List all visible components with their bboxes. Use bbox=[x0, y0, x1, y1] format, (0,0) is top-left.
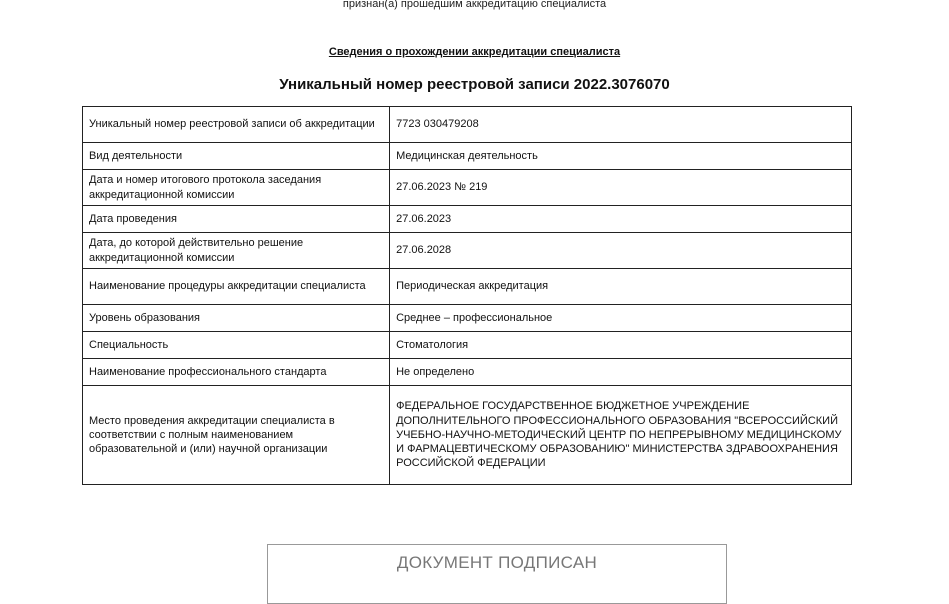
section-heading: Сведения о прохождении аккредитации специалиста bbox=[328, 46, 621, 58]
table-row bbox=[83, 359, 852, 386]
row-value: ФЕДЕРАЛЬНОЕ ГОСУДАРСТВЕННОЕ БЮДЖЕТНОЕ УЧРЕЖДЕНИЕ ДОПОЛНИТЕЛЬНОГО ПРОФЕССИОНАЛЬНОГО ОБРАЗОВАНИЯ "ВСЕРОССИЙСКИЙ УЧЕБНО-НАУЧНО-МЕТОДИЧЕСКИЙ ЦЕНТР ПО НЕПРЕРЫВНОМУ МЕДИЦИНСКОМУ И ФАРМАЦЕВТИЧЕСКОМУ ОБРАЗОВАНИЮ" МИНИСТЕРСТВА ЗДРАВООХРАНЕНИЯ РОССИЙСКОЙ ФЕДЕРАЦИИ bbox=[390, 386, 852, 485]
table-row bbox=[83, 269, 852, 305]
row-label: Вид деятельности bbox=[83, 143, 390, 170]
top-caption: признан(а) прошедшим аккредитацию специалиста bbox=[342, 0, 607, 10]
table-row bbox=[83, 332, 852, 359]
row-label: Специальность bbox=[83, 332, 390, 359]
row-value: 27.06.2023 bbox=[390, 206, 852, 233]
row-value: 27.06.2023 № 219 bbox=[390, 170, 852, 206]
table-row bbox=[83, 206, 852, 233]
row-label: Наименование профессионального стандарта bbox=[83, 359, 390, 386]
row-label: Уровень образования bbox=[83, 305, 390, 332]
stamp-text: ДОКУМЕНТ ПОДПИСАН bbox=[396, 553, 598, 572]
row-value: Не определено bbox=[390, 359, 852, 386]
table-row bbox=[83, 107, 852, 143]
row-value: Периодическая аккредитация bbox=[390, 269, 852, 305]
record-number-title: Уникальный номер реестровой записи 2022.3076070 bbox=[279, 76, 670, 93]
row-value: Медицинская деятельность bbox=[390, 143, 852, 170]
table-row bbox=[83, 170, 852, 206]
signature-stamp bbox=[267, 544, 727, 604]
row-label: Дата проведения bbox=[83, 206, 390, 233]
row-value: Среднее – профессиональное bbox=[390, 305, 852, 332]
accreditation-info-table bbox=[82, 106, 852, 485]
row-label: Место проведения аккредитации специалиста в соответствии с полным наименованием образовательной и (или) научной организации bbox=[83, 386, 390, 485]
table-row bbox=[83, 305, 852, 332]
row-value: 27.06.2028 bbox=[390, 233, 852, 269]
row-label: Наименование процедуры аккредитации специалиста bbox=[83, 269, 390, 305]
row-value: 7723 030479208 bbox=[390, 107, 852, 143]
row-label: Дата и номер итогового протокола заседания аккредитационной комиссии bbox=[83, 170, 390, 206]
row-label: Дата, до которой действительно решение аккредитационной комиссии bbox=[83, 233, 390, 269]
table-row bbox=[83, 233, 852, 269]
row-label: Уникальный номер реестровой записи об аккредитации bbox=[83, 107, 390, 143]
table-row bbox=[83, 143, 852, 170]
table-row bbox=[83, 386, 852, 485]
row-value: Стоматология bbox=[390, 332, 852, 359]
